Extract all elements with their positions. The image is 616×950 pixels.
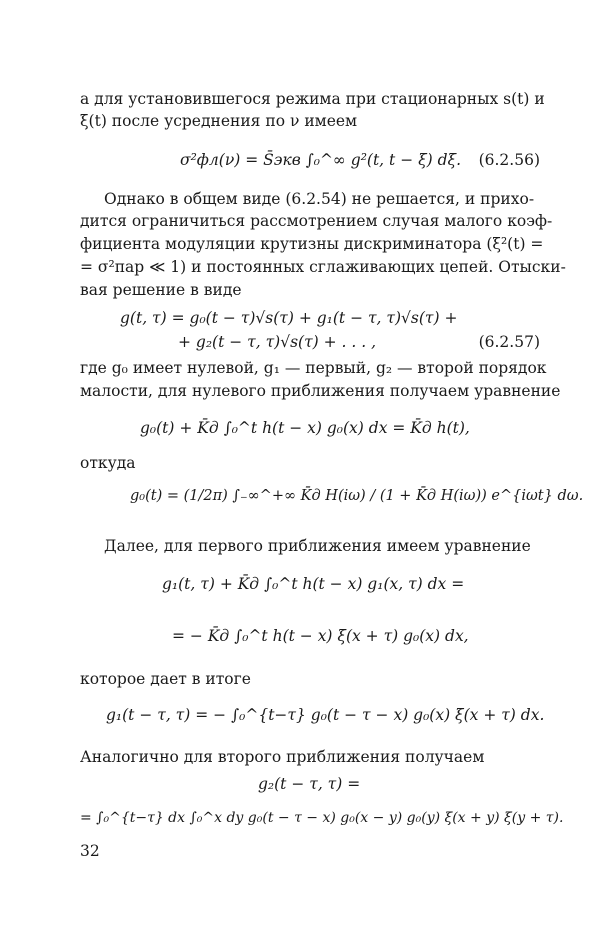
text-line: малости, для нулевого приближения получаем уравнение bbox=[80, 382, 561, 400]
text-line: фициента модуляции крутизны дискриминатора (ξ²(t) = bbox=[80, 235, 544, 253]
equation-g0-solution bbox=[80, 476, 584, 516]
equation-number: (6.2.56) bbox=[478, 151, 540, 169]
formula: g₀(t) = (1/2π) ∫₋∞^+∞ K̄д H(iω) / (1 + K̄д H(iω)) e^{iωt} dω. bbox=[130, 488, 584, 504]
formula: g₁(t − τ, τ) = − ∫₀^{t−τ} g₀(t − τ − x) g₀(x) ξ(x + τ) dx. bbox=[106, 706, 545, 724]
formula: σ²фл(ν) = S̄экв ∫₀^∞ g²(t, t − ξ) dξ. bbox=[180, 151, 462, 169]
formula: g₁(t, τ) + K̄д ∫₀^t h(t − x) g₁(x, τ) dx = bbox=[162, 575, 465, 593]
text-line: а для установившегося режима при стационарных s(t) и bbox=[80, 90, 545, 108]
text-line: Далее, для первого приближения имеем уравнение bbox=[104, 537, 531, 555]
text-line: Аналогично для второго приближения получаем bbox=[80, 748, 485, 766]
formula: g₀(t) + K̄д ∫₀^t h(t − x) g₀(x) dx = K̄д h(t), bbox=[140, 419, 470, 437]
equation-first-order-line-1 bbox=[80, 564, 540, 604]
equation-g1-solution bbox=[80, 695, 545, 735]
formula: + g₂(t − τ, τ)√s(τ) + . . . , bbox=[178, 333, 377, 351]
formula: g₂(t − τ, τ) = bbox=[258, 775, 361, 793]
page-number: 32 bbox=[80, 842, 100, 860]
formula: g(t, τ) = g₀(t − τ)√s(τ) + g₁(t − τ, τ)√s(τ) + bbox=[120, 309, 458, 327]
equation-first-order-line-2 bbox=[80, 616, 540, 656]
equation-6-2-56 bbox=[80, 140, 540, 180]
equation-zero-order bbox=[80, 408, 540, 448]
text-line: дится ограничиться рассмотрением случая малого коэф- bbox=[80, 212, 553, 230]
equation-second-order-line-2 bbox=[80, 798, 564, 838]
text-line: Однако в общем виде (6.2.54) не решается, и прихо- bbox=[104, 190, 535, 208]
formula: = ∫₀^{t−τ} dx ∫₀^x dy g₀(t − τ − x) g₀(x − y) g₀(y) ξ(x + y) ξ(y + τ). bbox=[80, 810, 564, 826]
text-line: вая решение в виде bbox=[80, 281, 242, 299]
text-line: откуда bbox=[80, 454, 136, 472]
formula: = − K̄д ∫₀^t h(t − x) ξ(x + τ) g₀(x) dx, bbox=[172, 627, 469, 645]
text-line: ξ(t) после усреднения по ν имеем bbox=[80, 112, 358, 130]
equation-number: (6.2.57) bbox=[478, 333, 540, 351]
text-line: где g₀ имеет нулевой, g₁ — первый, g₂ — второй порядок bbox=[80, 359, 547, 377]
equation-6-2-57-line-2 bbox=[80, 322, 540, 362]
text-line: которое дает в итоге bbox=[80, 670, 251, 688]
text-line: = σ²пар ≪ 1) и постоянных сглаживающих цепей. Отыски- bbox=[80, 258, 566, 276]
